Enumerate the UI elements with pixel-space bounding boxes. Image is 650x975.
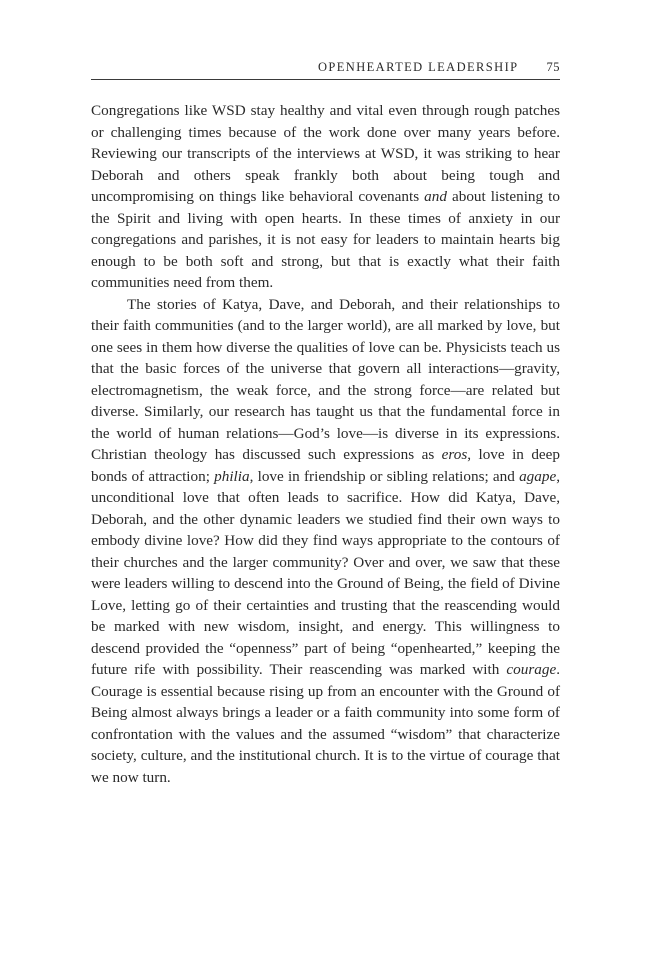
book-page bbox=[91, 60, 560, 788]
text-run: about listening to the Spirit and living with open hearts. In these times of anxiety in our congregations and parishes, it is not easy for leaders to maintain hearts big enough to be both soft and strong, but that is exactly what their faith communities need from them. bbox=[91, 188, 560, 291]
italic-term: courage bbox=[506, 661, 557, 678]
body-text bbox=[91, 100, 560, 788]
text-run: , love in deep bonds of attraction; bbox=[91, 446, 560, 485]
paragraph-2 bbox=[91, 294, 560, 789]
text-run: , unconditional love that often leads to sacrifice. How did Katya, Dave, Deborah, and the other dynamic leaders we studied find their own ways to embody divine love? How did they find ways appropriate to the contours of their churches and the larger community? Over and over, we saw that these were leaders willing to descend into the Ground of Being, the field of Divine Love, letting go of their certainties and trusting that the reascending would be marked with new wisdom, insight, and energy. This willingness to descend provided the “openness” part of being “openhearted,” keeping the future rife with possibility. Their reascending was marked with bbox=[91, 467, 560, 678]
text-run: . Courage is essential because rising up from an encounter with the Ground of Being almost always brings a leader or a faith community into some form of confrontation with the values and the assumed “wisdom” that characterize society, culture, and the institutional church. It is to the virtue of courage that we now turn. bbox=[91, 661, 560, 786]
paragraph-1 bbox=[91, 100, 560, 294]
italic-term: agape bbox=[519, 467, 557, 485]
running-header bbox=[91, 60, 560, 80]
italic-term: eros bbox=[441, 446, 468, 463]
text-run: The stories of Katya, Dave, and Deborah, and their relationships to their faith communities (and to the larger world), are all marked by love, but one sees in them how diverse the qualities of love can be. Physicists teach us that the basic forces of the universe that govern all interactions—gravity, electromagnetism, the weak force, and the strong force—are related but diverse. Similarly, our research has taught us that the fundamental force in the world of human relations—God’s love—is diverse in its expressions. Christian theology has discussed such expressions as bbox=[91, 295, 560, 463]
italic-term: and bbox=[424, 188, 447, 205]
page-number: 75 bbox=[546, 60, 560, 74]
running-title: OPENHEARTED LEADERSHIP bbox=[317, 60, 519, 74]
text-run: Congregations like WSD stay healthy and vital even through rough patches or challenging times because of the work done over many years before. Reviewing our transcripts of the interviews at WSD, it was striking to hear Deborah and others speak frankly both about being tough and uncompromising on things like behavioral covenants bbox=[91, 102, 560, 205]
italic-term: philia bbox=[214, 467, 250, 485]
text-run: , love in friendship or sibling relations; and bbox=[249, 467, 520, 485]
